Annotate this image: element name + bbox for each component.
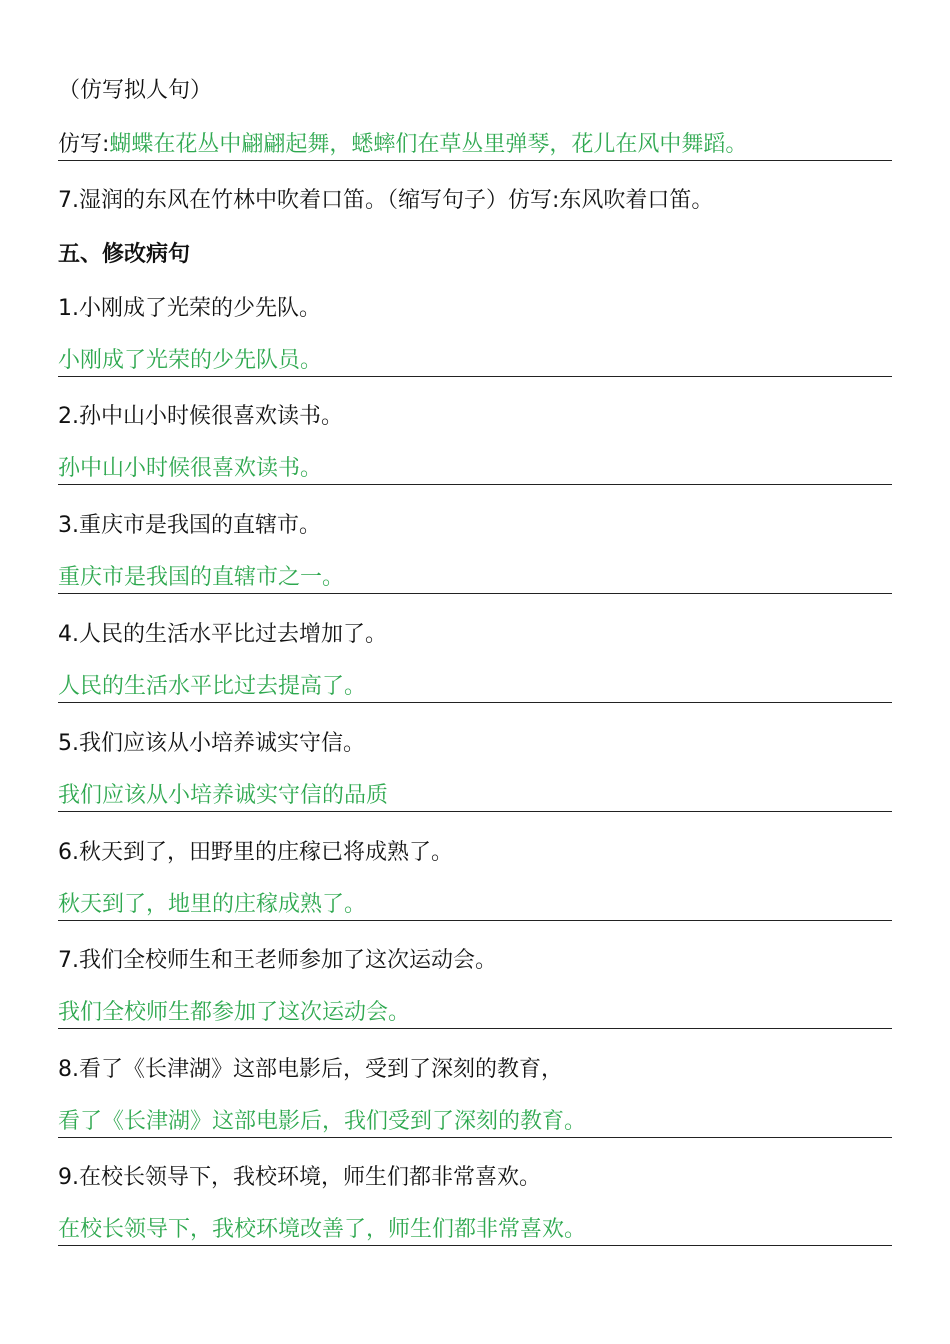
answer-line-6 — [58, 890, 892, 921]
answer-line-5 — [58, 781, 892, 812]
answer-line-7 — [58, 998, 892, 1029]
question-7: 7.我们全校师生和王老师参加了这次运动会。 — [58, 948, 497, 973]
question-3: 3.重庆市是我国的直辖市。 — [58, 513, 321, 538]
section-title: 五、修改病句 — [58, 242, 191, 267]
question-6: 6.秋天到了，田野里的庄稼已将成熟了。 — [58, 840, 453, 865]
answer-line-3 — [58, 563, 892, 594]
answer-8: 看了《长津湖》这部电影后，我们受到了深刻的教育。 — [58, 1109, 587, 1134]
question-9: 9.在校长领导下，我校环境，师生们都非常喜欢。 — [58, 1165, 541, 1190]
question-1: 1.小刚成了光荣的少先队。 — [58, 296, 321, 321]
answer-line-9 — [58, 1215, 892, 1246]
imitation-answer: 蝴蝶在花丛中翩翩起舞，蟋蟀们在草丛里弹琴，花儿在风中舞蹈。 — [109, 132, 748, 157]
answer-2: 孙中山小时候很喜欢读书。 — [58, 456, 323, 481]
answer-3: 重庆市是我国的直辖市之一。 — [58, 565, 345, 590]
answer-line-1 — [58, 346, 892, 377]
question-2: 2.孙中山小时候很喜欢读书。 — [58, 404, 343, 429]
question-8: 8.看了《长津湖》这部电影后，受到了深刻的教育， — [58, 1057, 563, 1082]
answer-line-4 — [58, 672, 892, 703]
answer-9: 在校长领导下，我校环境改善了，师生们都非常喜欢。 — [58, 1217, 587, 1242]
answer-line-8 — [58, 1107, 892, 1138]
imitation-prefix: 仿写: — [58, 132, 110, 157]
top-note: （仿写拟人句） — [58, 78, 213, 103]
answer-line-2 — [58, 454, 892, 485]
shorten-sentence-item: 7.湿润的东风在竹林中吹着口笛。（缩写句子）仿写:东风吹着口笛。 — [58, 188, 714, 213]
answer-5: 我们应该从小培养诚实守信的品质 — [58, 783, 389, 808]
imitation-answer-line — [58, 130, 892, 161]
question-4: 4.人民的生活水平比过去增加了。 — [58, 622, 387, 647]
answer-4: 人民的生活水平比过去提高了。 — [58, 674, 367, 699]
answer-7: 我们全校师生都参加了这次运动会。 — [58, 1000, 411, 1025]
question-5: 5.我们应该从小培养诚实守信。 — [58, 731, 365, 756]
answer-1: 小刚成了光荣的少先队员。 — [58, 348, 323, 373]
answer-6: 秋天到了，地里的庄稼成熟了。 — [58, 892, 367, 917]
